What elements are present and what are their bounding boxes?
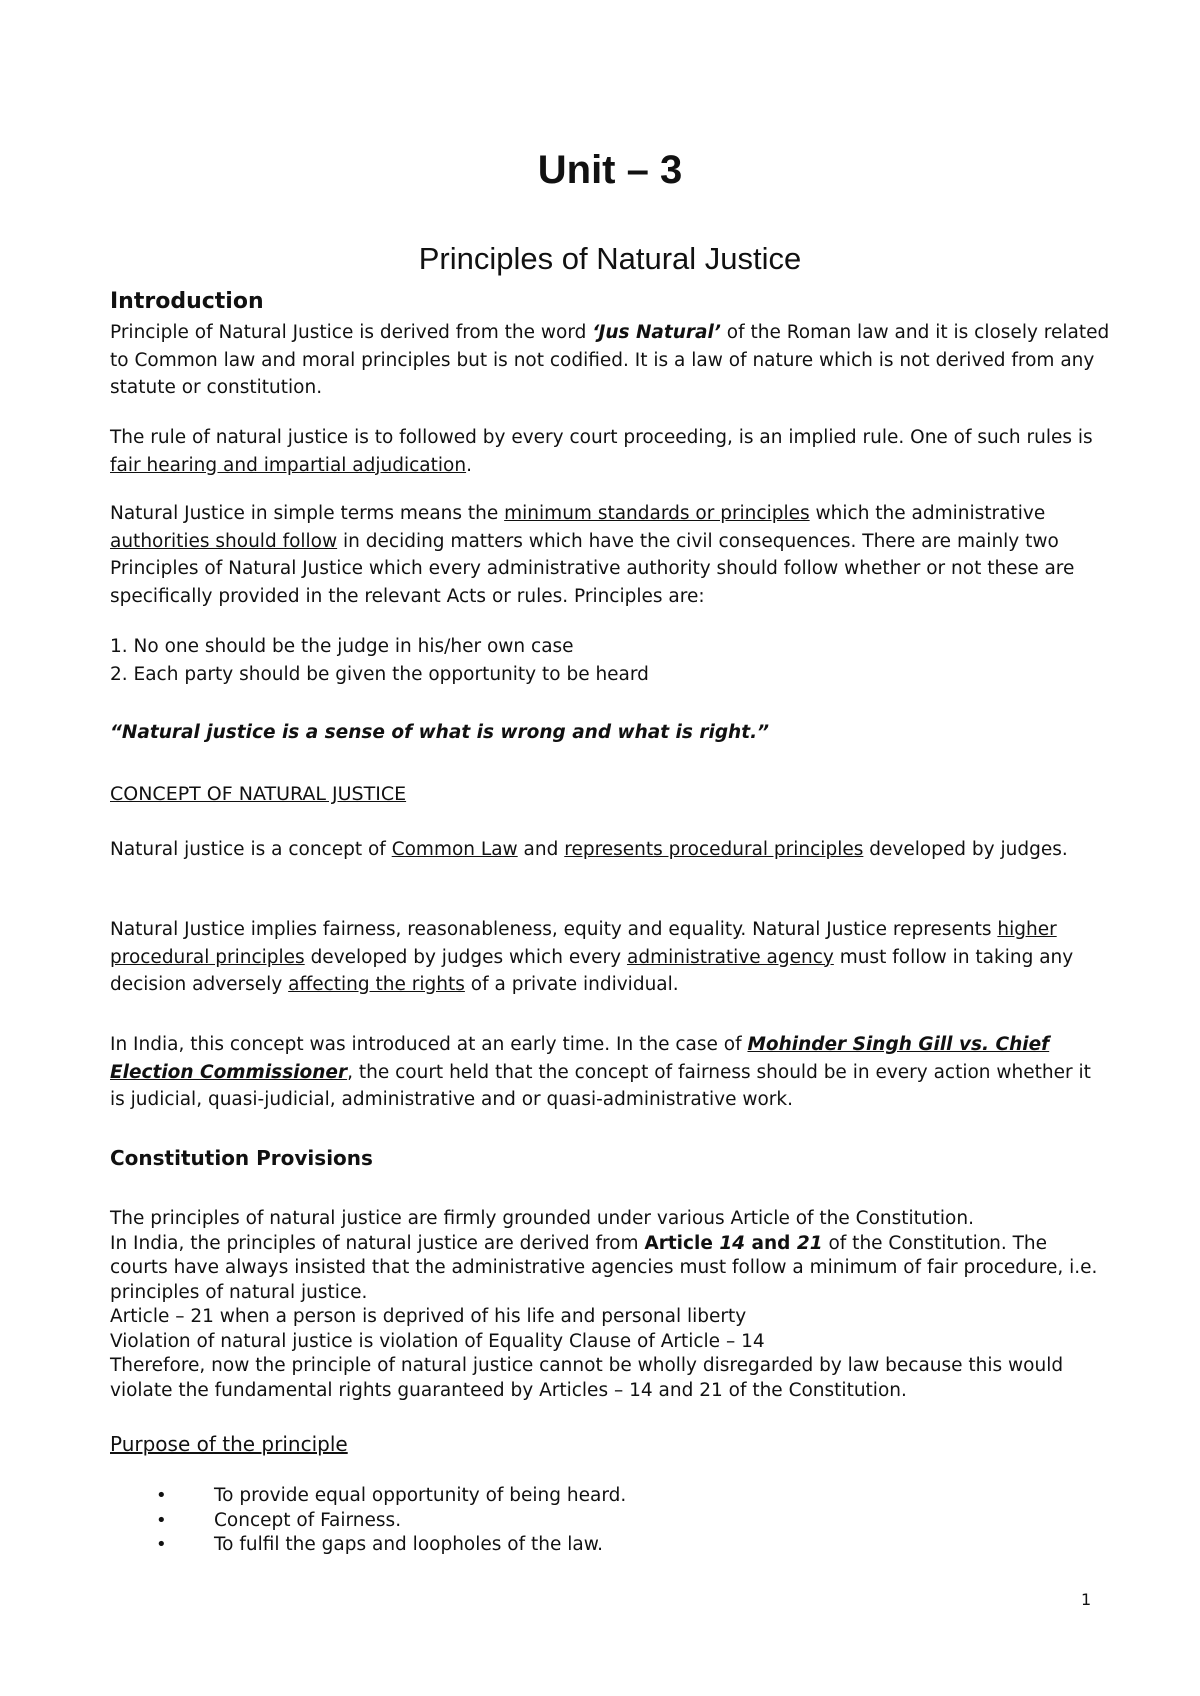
list-item: • Concept of Fairness. xyxy=(110,1509,1110,1534)
concept-paragraph-2: Natural Justice implies fairness, reasonableness, equity and equality. Natural Justice represents higher procedural principles developed by judges which every administrative agency must follow in taking any decision adversely affecting the rights of a private individual. xyxy=(110,919,1074,995)
introduction-heading: Introduction xyxy=(110,289,264,314)
constitution-line-3: Article – 21 when a person is deprived of his life and personal liberty xyxy=(110,1306,747,1327)
page-subtitle: Principles of Natural Justice xyxy=(418,241,802,276)
constitution-line-1: The principles of natural justice are firmly grounded under various Article of the Constitution. xyxy=(110,1208,974,1229)
purpose-heading: Purpose of the principle xyxy=(110,1432,348,1456)
list-item: • To provide equal opportunity of being heard. xyxy=(110,1484,1110,1509)
list-item: 1. No one should be the judge in his/her own case xyxy=(110,636,574,657)
concept-paragraph-3: In India, this concept was introduced at an early time. In the case of Mohinder Singh Gill vs. Chief Election Commissioner, the court held that the concept of fairness should be in every action whether it is judicial, quasi-judicial, administrative and or quasi-administrative work. xyxy=(110,1034,1091,1110)
constitution-line-2: In India, the principles of natural justice are derived from Article 14 and 21 of the Constitution. The courts have always insisted that the administrative agencies must follow a minimum of fair procedure, i.e. principles of natural justice. xyxy=(110,1232,1098,1303)
page-title: Unit – 3 xyxy=(537,148,683,192)
concept-heading: CONCEPT OF NATURAL JUSTICE xyxy=(110,783,407,805)
constitution-heading: Constitution Provisions xyxy=(110,1146,373,1170)
principles-list xyxy=(110,633,1110,688)
page-number: 1 xyxy=(1081,1590,1092,1609)
intro-paragraph-1: Principle of Natural Justice is derived from the word ‘Jus Natural’ of the Roman law and it is closely related to Common law and moral principles but is not codified. It is a law of nature which is not derived from any statute or constitution. xyxy=(110,322,1110,398)
intro-paragraph-2: The rule of natural justice is to followed by every court proceeding, is an implied rule. One of such rules is fair hearing and impartial adjudication. xyxy=(110,427,1093,476)
constitution-line-5: Therefore, now the principle of natural justice cannot be wholly disregarded by law because this would violate the fundamental rights guaranteed by Articles – 14 and 21 of the Constitution. xyxy=(110,1355,1064,1401)
concept-paragraph-1: Natural justice is a concept of Common Law and represents procedural principles developed by judges. xyxy=(110,839,1068,860)
intro-paragraph-3: Natural Justice in simple terms means the minimum standards or principles which the administrative authorities should follow in deciding matters which have the civil consequences. There are mainly two Principles of Natural Justice which every administrative authority should follow whether or not these are specifically provided in the relevant Acts or rules. Principles are: xyxy=(110,503,1075,607)
constitution-text xyxy=(110,1207,1110,1403)
case-citation: Mohinder Singh Gill vs. Chief Election Commissioner xyxy=(110,1034,1050,1083)
constitution-line-4: Violation of natural justice is violation of Equality Clause of Article – 14 xyxy=(110,1330,765,1352)
bullet-icon: • xyxy=(156,1485,167,1506)
quote: “Natural justice is a sense of what is wrong and what is right.” xyxy=(110,722,770,743)
list-item: 2. Each party should be given the opportunity to be heard xyxy=(110,663,649,685)
bullet-icon: • xyxy=(156,1534,167,1555)
list-item: • To fulfil the gaps and loopholes of the law. xyxy=(110,1533,1110,1558)
bullet-icon: • xyxy=(156,1509,167,1531)
jus-natural-term: ‘Jus Natural’ xyxy=(592,322,721,343)
purpose-list xyxy=(110,1484,1110,1558)
